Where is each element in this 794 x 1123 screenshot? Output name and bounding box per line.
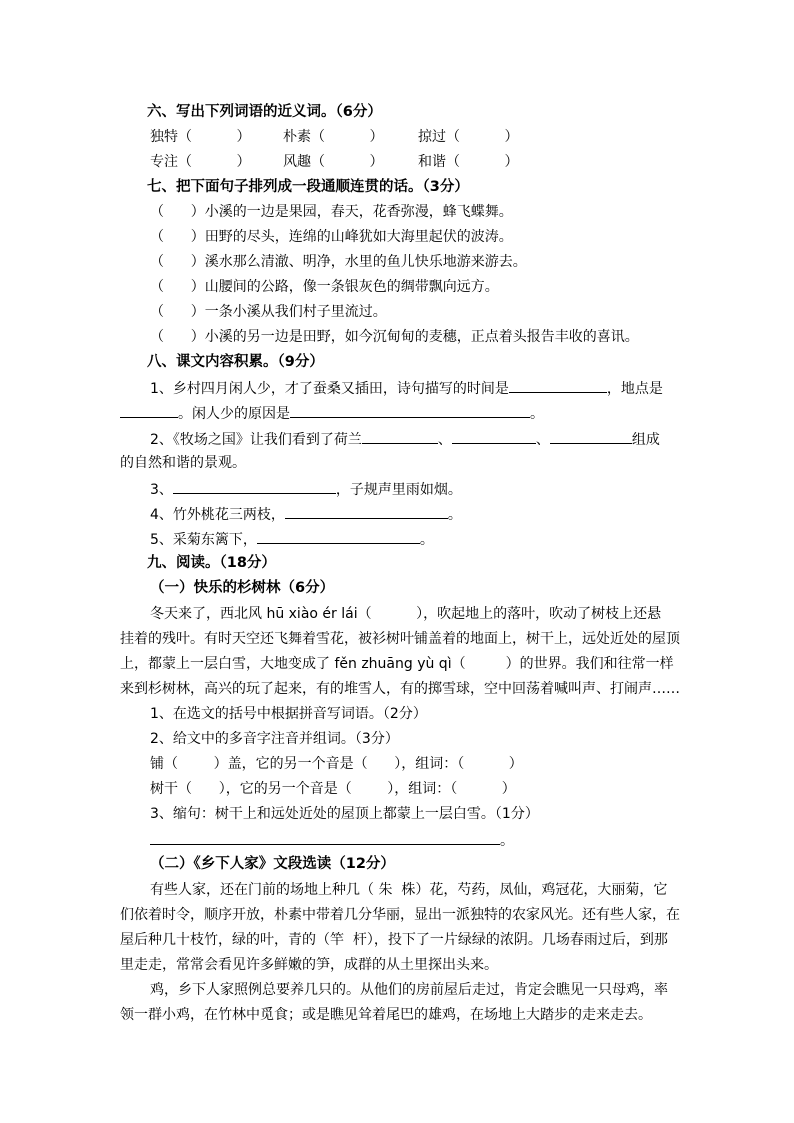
passage-line: 领一群小鸡，在竹林中觅食；或是瞧见耸着尾巴的雄鸡，在场地上大踏步的走来走去。 [120,1007,652,1023]
order-item: （ ）小溪的一边是果园，春天，花香弥漫，蜂飞蝶舞。 [150,204,513,220]
question-line: 3、 ，子规声里雨如烟。 [150,482,462,498]
section-8-title: 八、课文内容积累。（9分） [147,354,324,370]
passage-line: 挂着的残叶。有时天空还飞舞着雪花，被衫树叶铺盖着的地面上，树干上，远处近处的屋顶 [120,631,680,647]
section-6-title: 六、写出下列词语的近义词。（6分） [147,104,382,120]
question-line: 2、《牧场之国》让我们看到了荷兰 、 、 组成 [150,432,660,448]
question-line: 的自然和谐的景观。 [120,455,246,471]
synonym-item: 掠过（ ） [418,129,519,145]
order-item: （ ）一条小溪从我们村子里流过。 [150,304,387,320]
question-line: 2、给文中的多音字注音并组词。（3分） [150,731,399,747]
question-line: 4、竹外桃花三两枝， 。 [150,507,462,523]
question-line: 1、在选文的括号中根据拼音写词语。（2分） [150,706,427,722]
answer-blank[interactable] [257,530,420,544]
passage-line: 有些人家，还在门前的场地上种几（ 朱 株）花，芍药，凤仙，鸡冠花，大丽菊，它 [150,882,668,898]
synonym-item: 朴素（ ） [283,129,384,145]
answer-blank[interactable] [150,831,500,845]
passage-line: 屋后种几十枝竹，绿的叶，青的（竿 杆），投下了一片绿绿的浓阴。几场春雨过后，到那 [120,932,668,948]
order-item: （ ）溪水那么清澈、明净，水里的鱼儿快乐地游来游去。 [150,254,527,270]
question-line: 。 [150,831,514,849]
passage-line: 来到杉树林，高兴的玩了起来，有的堆雪人，有的掷雪球，空中回荡着喊叫声、打闹声…… [120,681,680,697]
passage-line: 们依着时令，顺序开放，朴素中带着几分华丽，显出一派独特的农家风光。还有些人家，在 [120,907,680,923]
passage-line: 上，都蒙上一层白雪，大地变成了 fěn zhuāng yù qì（ ）的世界。我们和往常一样 [120,656,674,672]
passage-line: 冬天来了，西北风 hū xiào ér lái（ ），吹起地上的落叶，吹动了树枝上还悬 [150,606,662,622]
question-line: 1、乡村四月闲人少，才了蚕桑又插田，诗句描写的时间是 ，地点是 [150,381,663,397]
passage-line: 鸡，乡下人家照例总要养几只的。从他们的房前屋后走过，肯定会瞧见一只母鸡，率 [150,982,668,998]
question-line: 。闲人少的原因是 。 [120,404,544,422]
passage-1-title: （一）快乐的杉树林（6分） [150,580,335,596]
synonym-item: 风趣（ ） [283,154,384,170]
answer-blank[interactable] [120,404,178,418]
answer-blank[interactable] [173,480,336,494]
synonym-item: 和谐（ ） [418,154,519,170]
passage-line: 里走走，常常会看见许多鲜嫩的笋，成群的从土里探出头来。 [120,957,498,973]
order-item: （ ）山腰间的公路，像一条银灰色的绸带飘向远方。 [150,279,499,295]
question-line: 3、缩句：树干上和远处近处的屋顶上都蒙上一层白雪。（1分） [150,806,539,822]
question-line: 树干（ ），它的另一个音是（ ），组词：（ ） [150,781,516,797]
section-9-title: 九、阅读。（18分） [147,555,276,571]
answer-blank[interactable] [509,379,607,393]
answer-blank[interactable] [550,430,632,444]
order-item: （ ）田野的尽头，连绵的山峰犹如大海里起伏的波涛。 [150,229,513,245]
answer-blank[interactable] [290,404,530,418]
answer-blank[interactable] [362,430,438,444]
synonym-item: 专注（ ） [150,154,251,170]
synonym-item: 独特（ ） [150,129,251,145]
answer-blank[interactable] [452,430,536,444]
order-item: （ ）小溪的另一边是田野，如今沉甸甸的麦穗，正点着头报告丰收的喜讯。 [150,329,639,345]
question-line: 5、采菊东篱下， 。 [150,532,434,548]
question-line: 铺（ ）盖，它的另一个音是（ ），组词：（ ） [150,756,523,772]
section-7-title: 七、把下面句子排列成一段通顺连贯的话。（3分） [147,179,469,195]
answer-blank[interactable] [285,505,448,519]
passage-2-title: （二）《乡下人家》文段选读（12分） [150,856,395,872]
